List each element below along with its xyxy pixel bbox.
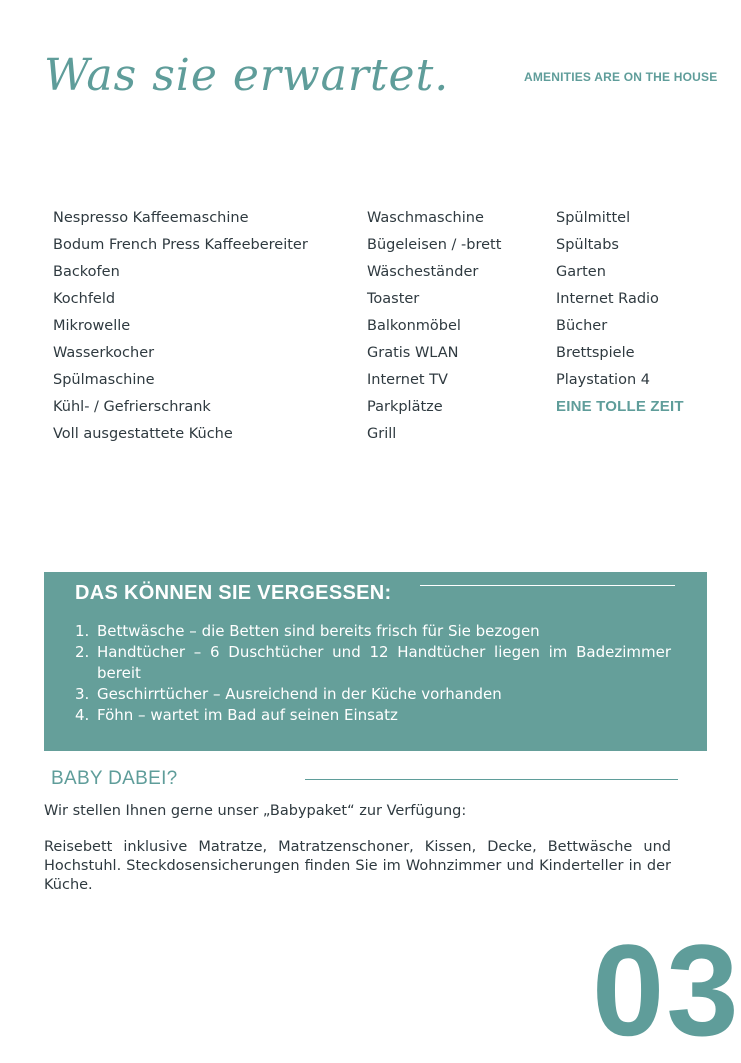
amenity-item: Backofen [53,264,120,280]
amenity-item: Kühl- / Gefrierschrank [53,399,211,415]
list-number: 1. [75,622,90,640]
forget-list [75,621,671,726]
forget-title: DAS KÖNNEN SIE VERGESSEN: [75,582,392,604]
page-title: Was sie erwartet. [44,50,450,101]
forget-list-item [75,705,671,726]
amenity-item: Parkplätze [367,399,443,415]
list-text: Geschirrtücher – Ausreichend in der Küche vorhanden [97,685,502,703]
amenity-highlight: EINE TOLLE ZEIT [556,398,684,415]
forget-list-item [75,684,671,705]
baby-intro: Wir stellen Ihnen gerne unser „Babypaket“ zur Verfügung: [44,803,467,819]
amenity-item: Gratis WLAN [367,345,459,361]
amenity-item: Spültabs [556,237,619,253]
amenity-item: Garten [556,264,606,280]
baby-description: Reisebett inklusive Matratze, Matratzenschoner, Kissen, Decke, Bettwäsche und Hochstuhl. Steckdosensicherungen finden Sie im Wohnzimmer und Kinderteller in der Küche. [44,839,671,893]
amenity-item: Spülmittel [556,210,631,226]
forget-section [44,572,707,751]
amenity-item: Nespresso Kaffeemaschine [53,210,249,226]
divider-line [305,779,678,780]
tagline: AMENITIES ARE ON THE HOUSE [524,70,718,84]
list-number: 4. [75,706,90,724]
amenity-item: Mikrowelle [53,318,131,334]
forget-list-item [75,642,671,684]
amenity-item: Toaster [367,291,420,307]
baby-section-title: BABY DABEI? [51,768,178,789]
list-number: 3. [75,685,90,703]
amenity-item: Bügeleisen / -brett [367,237,502,253]
divider-line [420,585,675,586]
amenities-column-2 [367,208,501,451]
amenity-item: Kochfeld [53,291,116,307]
amenity-item: Bücher [556,318,608,334]
amenity-item: Brettspiele [556,345,635,361]
amenity-item: Wäscheständer [367,264,479,280]
amenity-item: Internet Radio [556,291,659,307]
amenity-item: Balkonmöbel [367,318,461,334]
forget-list-item [75,621,671,642]
amenities-column-3 [556,208,684,424]
amenity-item: Waschmaschine [367,210,484,226]
amenity-item: Grill [367,426,397,442]
amenity-item: Wasserkocher [53,345,155,361]
list-number: 2. [75,643,90,661]
amenity-item: Voll ausgestattete Küche [53,426,233,442]
amenity-item: Bodum French Press Kaffeebereiter [53,237,308,253]
amenities-column-1 [53,208,308,451]
amenity-item: Internet TV [367,372,448,388]
amenity-item: Playstation 4 [556,372,650,388]
list-text: Bettwäsche – die Betten sind bereits frisch für Sie bezogen [97,622,540,640]
list-text: Handtücher – 6 Duschtücher und 12 Handtücher liegen im Badezimmer bereit [97,643,671,682]
page-number: 03 [592,917,741,1063]
list-text: Föhn – wartet im Bad auf seinen Einsatz [97,706,398,724]
amenity-item: Spülmaschine [53,372,155,388]
